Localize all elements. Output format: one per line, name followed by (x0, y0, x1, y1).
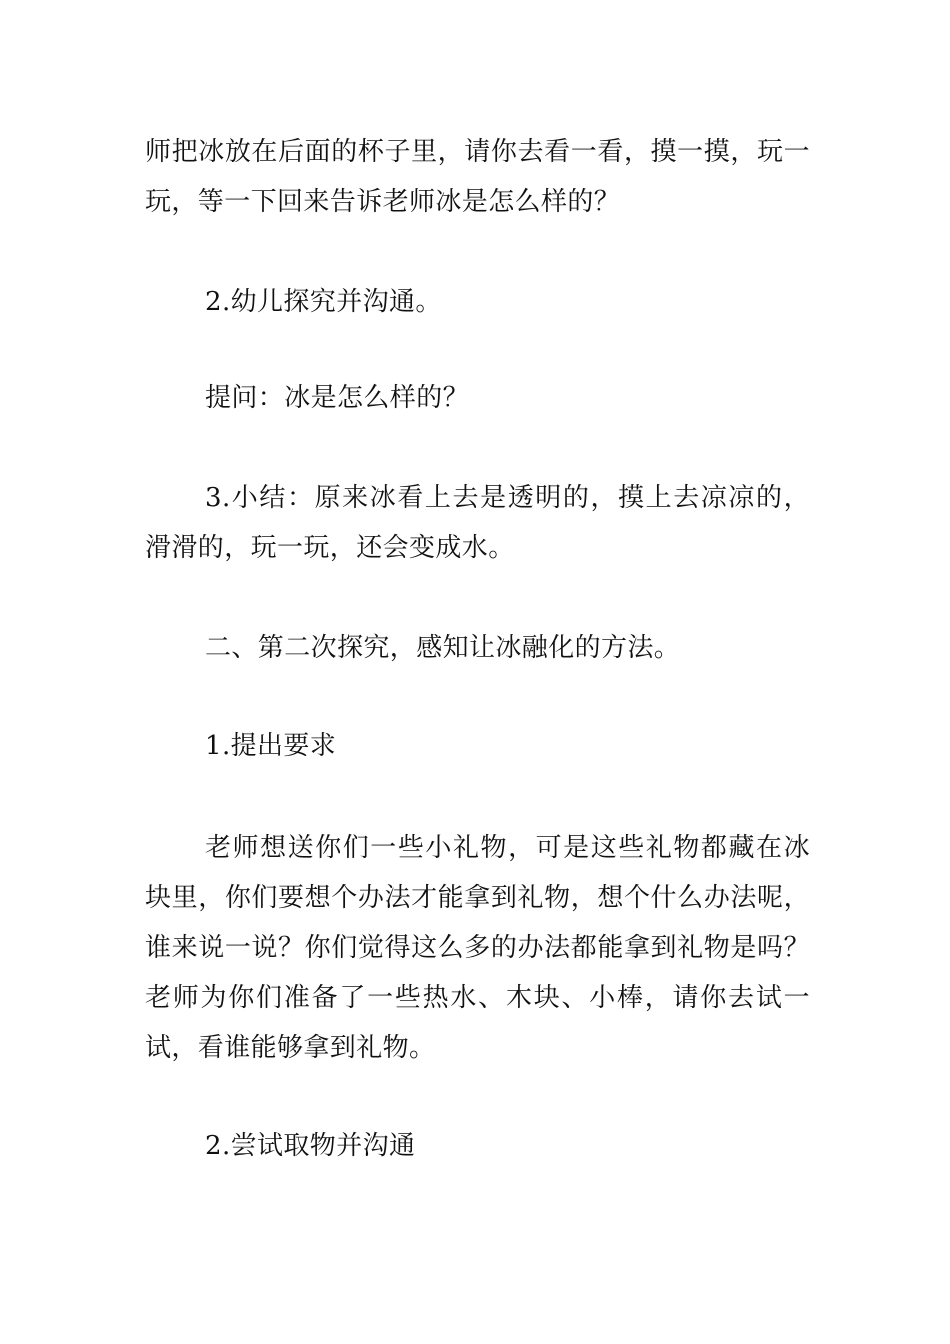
question-paragraph: 提问：冰是怎么样的？ (205, 383, 470, 413)
paragraph-continuation: 师把冰放在后面的杯子里，请你去看一看，摸一摸，玩一玩，等一下回来告诉老师冰是怎么样的？ (145, 137, 810, 217)
step-heading-requirements: 1.提出要求 (205, 731, 337, 761)
step-heading-explore-communicate: 2.幼儿探究并沟通。 (205, 287, 442, 317)
section-heading-second-exploration: 二、第二次探究，感知让冰融化的方法。 (205, 633, 681, 663)
step-heading-try-retrieve: 2.尝试取物并沟通 (205, 1131, 416, 1161)
instruction-paragraph: 老师想送你们一些小礼物，可是这些礼物都藏在冰块里，你们要想个办法才能拿到礼物，想个什么办法呢，谁来说一说？你们觉得这么多的办法都能拿到礼物是吗？老师为你们准备了一些热水、木块、小棒，请你去试一试，看谁能够拿到礼物。 (145, 833, 810, 1063)
summary-paragraph: 3.小结：原来冰看上去是透明的，摸上去凉凉的，滑滑的，玩一玩，还会变成水。 (145, 483, 810, 563)
